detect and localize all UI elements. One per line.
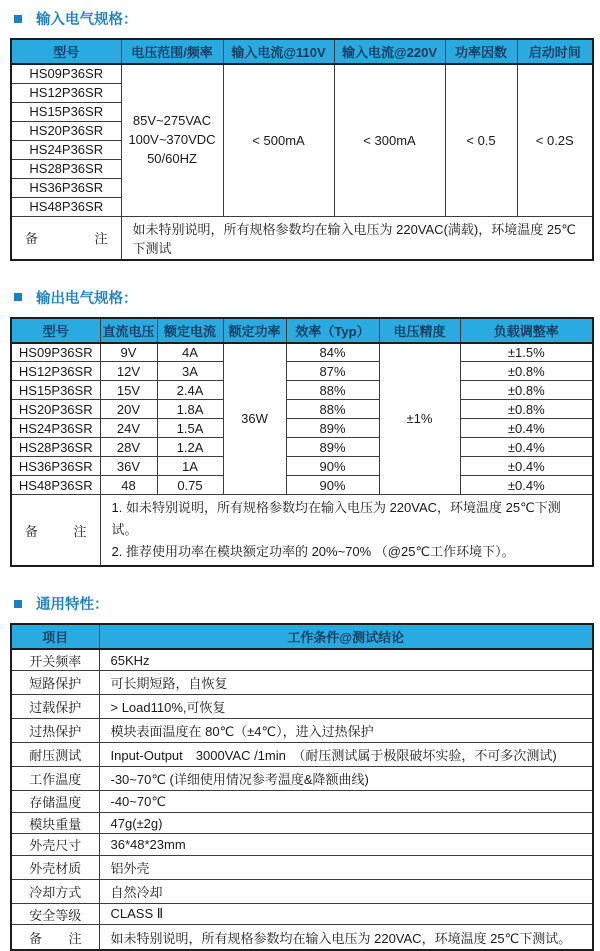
section-title-input (14, 8, 592, 29)
current-220v-cell: < 300mA (334, 64, 445, 216)
current-110v-cell: < 500mA (223, 64, 334, 216)
load-regulation-cell: ±0.4% (460, 457, 593, 476)
rated-current-cell: 4A (157, 343, 223, 362)
model-cell: HS24P36SR (11, 419, 100, 438)
section-bullet-icon (14, 600, 22, 608)
item-label-cell: 过热保护 (11, 719, 99, 743)
section-title-output-label: 输出电气规格： (36, 290, 138, 307)
table-row (11, 381, 593, 400)
item-value-cell: -30~70℃ (详细使用情况参考温度&降额曲线) (99, 767, 593, 791)
item-value-cell: 铝外壳 (99, 855, 593, 879)
column-header-rated-power: 额定功率 (223, 318, 286, 343)
remark-text-cell: 如未特别说明，所有规格参数均在输入电压为 220VAC(满载)，环境温度 25℃下测试 (121, 216, 593, 260)
item-value-cell: 可长期短路，自恢复 (99, 671, 593, 695)
table-row (11, 476, 593, 495)
remark-label-char: 备 (29, 930, 43, 946)
item-value-cell: CLASS Ⅱ (99, 903, 593, 925)
efficiency-cell: 90% (286, 457, 379, 476)
table-row (11, 419, 593, 438)
model-cell: HS20P36SR (11, 121, 121, 140)
model-cell: HS12P36SR (11, 362, 100, 381)
column-header-startup-time: 启动时间 (517, 39, 593, 64)
table-row (11, 855, 593, 879)
remark-label (12, 521, 100, 540)
item-label-cell: 模块重量 (11, 812, 99, 834)
efficiency-cell: 88% (286, 381, 379, 400)
power-factor-cell: < 0.5 (445, 64, 517, 216)
model-cell: HS28P36SR (11, 159, 121, 178)
dc-voltage-cell: 20V (100, 400, 157, 419)
rated-current-cell: 0.75 (157, 476, 223, 495)
remark-label-cell (11, 925, 99, 950)
efficiency-cell: 90% (286, 476, 379, 495)
section-title-output (14, 287, 592, 308)
table-row (11, 767, 593, 791)
item-label-cell: 存储温度 (11, 791, 99, 813)
column-header-rated-current: 额定电流 (157, 318, 223, 343)
model-cell: HS09P36SR (11, 343, 100, 362)
item-value-cell: 36*48*23mm (99, 834, 593, 856)
model-cell: HS36P36SR (11, 178, 121, 197)
dc-voltage-cell: 12V (100, 362, 157, 381)
remark-label-cell (11, 216, 121, 260)
column-header-voltage-range: 电压范围/频率 (121, 39, 223, 64)
item-label-cell: 安全等级 (11, 903, 99, 925)
model-cell: HS09P36SR (11, 64, 121, 83)
item-value-cell: 模块表面温度在 80℃（±4℃），进入过热保护 (99, 719, 593, 743)
item-label-cell: 开关频率 (11, 649, 99, 671)
load-regulation-cell: ±0.8% (460, 381, 593, 400)
section-bullet-icon (14, 15, 22, 23)
load-regulation-cell: ±1.5% (460, 343, 593, 362)
section-title-general (14, 593, 592, 614)
model-cell: HS24P36SR (11, 140, 121, 159)
table-row (11, 791, 593, 813)
remark-row (11, 216, 593, 260)
remark-label-cell (11, 495, 100, 567)
load-regulation-cell: ±0.4% (460, 476, 593, 495)
output-table-header-row (11, 318, 593, 343)
table-row (11, 362, 593, 381)
efficiency-cell: 88% (286, 400, 379, 419)
item-label-cell: 外壳尺寸 (11, 834, 99, 856)
voltage-range-line: 85V~275VAC (132, 112, 212, 128)
table-row (11, 671, 593, 695)
column-header-current-110v: 输入电流@110V (223, 39, 334, 64)
item-value-cell: Input-Output 3000VAC /1min （耐压测试属于极限破坏实验，不可多次测试) (99, 743, 593, 767)
model-cell: HS20P36SR (11, 400, 100, 419)
output-spec-table (10, 317, 594, 568)
remark-line: 1. 如未特别说明，所有规格参数均在输入电压为 220VAC，环境温度 25℃下测试。 (111, 500, 561, 538)
model-cell: HS48P36SR (11, 197, 121, 216)
table-row (11, 438, 593, 457)
load-regulation-cell: ±0.4% (460, 438, 593, 457)
table-row (11, 457, 593, 476)
model-cell: HS15P36SR (11, 381, 100, 400)
dc-voltage-cell: 24V (100, 419, 157, 438)
dc-voltage-cell: 15V (100, 381, 157, 400)
remark-text-cell (100, 495, 593, 567)
efficiency-cell: 89% (286, 438, 379, 457)
model-cell: HS12P36SR (11, 83, 121, 102)
efficiency-cell: 89% (286, 419, 379, 438)
rated-current-cell: 1.2A (157, 438, 223, 457)
rated-power-cell: 36W (223, 343, 286, 495)
load-regulation-cell: ±0.4% (460, 419, 593, 438)
general-spec-table (10, 623, 594, 951)
section-title-general-label: 通用特性： (36, 597, 109, 614)
table-row (11, 400, 593, 419)
rated-current-cell: 1A (157, 457, 223, 476)
item-label-cell: 过载保护 (11, 695, 99, 719)
table-row (11, 343, 593, 362)
remark-text-cell: 如未特别说明，所有规格参数均在输入电压为 220VAC，环境温度 25℃下测试。 (99, 925, 593, 950)
section-title-input-label: 输入电气规格： (36, 12, 138, 28)
dc-voltage-cell: 36V (100, 457, 157, 476)
remark-line: 2. 推荐使用功率在模块额定功率的 20%~70% （@25℃工作环境下）。 (111, 544, 515, 560)
table-row (11, 903, 593, 925)
remark-label (12, 228, 121, 247)
column-header-power-factor: 功率因数 (445, 39, 517, 64)
dc-voltage-cell: 48 (100, 476, 157, 495)
table-row (11, 649, 593, 671)
table-row (11, 695, 593, 719)
item-label-cell: 外壳材质 (11, 855, 99, 879)
rated-current-cell: 2.4A (157, 381, 223, 400)
rated-current-cell: 1.5A (157, 419, 223, 438)
item-label-cell: 短路保护 (11, 671, 99, 695)
column-header-load-regulation: 负载调整率 (460, 318, 593, 343)
input-spec-table (10, 38, 594, 261)
rated-current-cell: 1.8A (157, 400, 223, 419)
table-row (11, 812, 593, 834)
remark-label-char: 备 (25, 523, 39, 539)
table-row (11, 743, 593, 767)
item-value-cell: 47g(±2g) (99, 812, 593, 834)
item-value-cell: 自然冷却 (99, 879, 593, 903)
voltage-range-cell (121, 64, 223, 216)
table-row (11, 64, 593, 83)
model-cell: HS48P36SR (11, 476, 100, 495)
model-cell: HS15P36SR (11, 102, 121, 121)
item-value-cell: 65KHz (99, 649, 593, 671)
rated-current-cell: 3A (157, 362, 223, 381)
table-row (11, 834, 593, 856)
remark-label-char: 注 (68, 930, 82, 946)
item-label-cell: 工作温度 (11, 767, 99, 791)
column-header-model: 型号 (11, 39, 121, 64)
column-header-item: 项目 (11, 624, 99, 649)
load-regulation-cell: ±0.8% (460, 400, 593, 419)
remark-row (11, 925, 593, 950)
remark-label-char: 注 (94, 231, 108, 246)
dc-voltage-cell: 9V (100, 343, 157, 362)
input-table-header-row (11, 39, 593, 64)
efficiency-cell: 84% (286, 343, 379, 362)
remark-row (11, 495, 593, 567)
column-header-condition: 工作条件@测试结论 (99, 624, 593, 649)
table-row (11, 719, 593, 743)
item-label-cell: 耐压测试 (11, 743, 99, 767)
column-header-current-220v: 输入电流@220V (334, 39, 445, 64)
column-header-voltage-precision: 电压精度 (379, 318, 460, 343)
table-row (11, 879, 593, 903)
voltage-range-line: 50/60HZ (147, 150, 197, 166)
startup-time-cell: < 0.2S (517, 64, 593, 216)
dc-voltage-cell: 28V (100, 438, 157, 457)
remark-label (12, 928, 99, 947)
model-cell: HS36P36SR (11, 457, 100, 476)
load-regulation-cell: ±0.8% (460, 362, 593, 381)
item-value-cell: > Load110%,可恢复 (99, 695, 593, 719)
column-header-model: 型号 (11, 318, 100, 343)
voltage-precision-cell: ±1% (379, 343, 460, 495)
item-value-cell: -40~70℃ (99, 791, 593, 813)
remark-label-char: 备 (25, 231, 39, 246)
general-table-header-row (11, 624, 593, 649)
column-header-efficiency: 效率（Typ） (286, 318, 379, 343)
remark-label-char: 注 (73, 523, 87, 539)
voltage-range-line: 100V~370VDC (128, 131, 216, 147)
column-header-dc-voltage: 直流电压 (100, 318, 157, 343)
model-cell: HS28P36SR (11, 438, 100, 457)
item-label-cell: 冷却方式 (11, 879, 99, 903)
efficiency-cell: 87% (286, 362, 379, 381)
section-bullet-icon (14, 293, 22, 301)
